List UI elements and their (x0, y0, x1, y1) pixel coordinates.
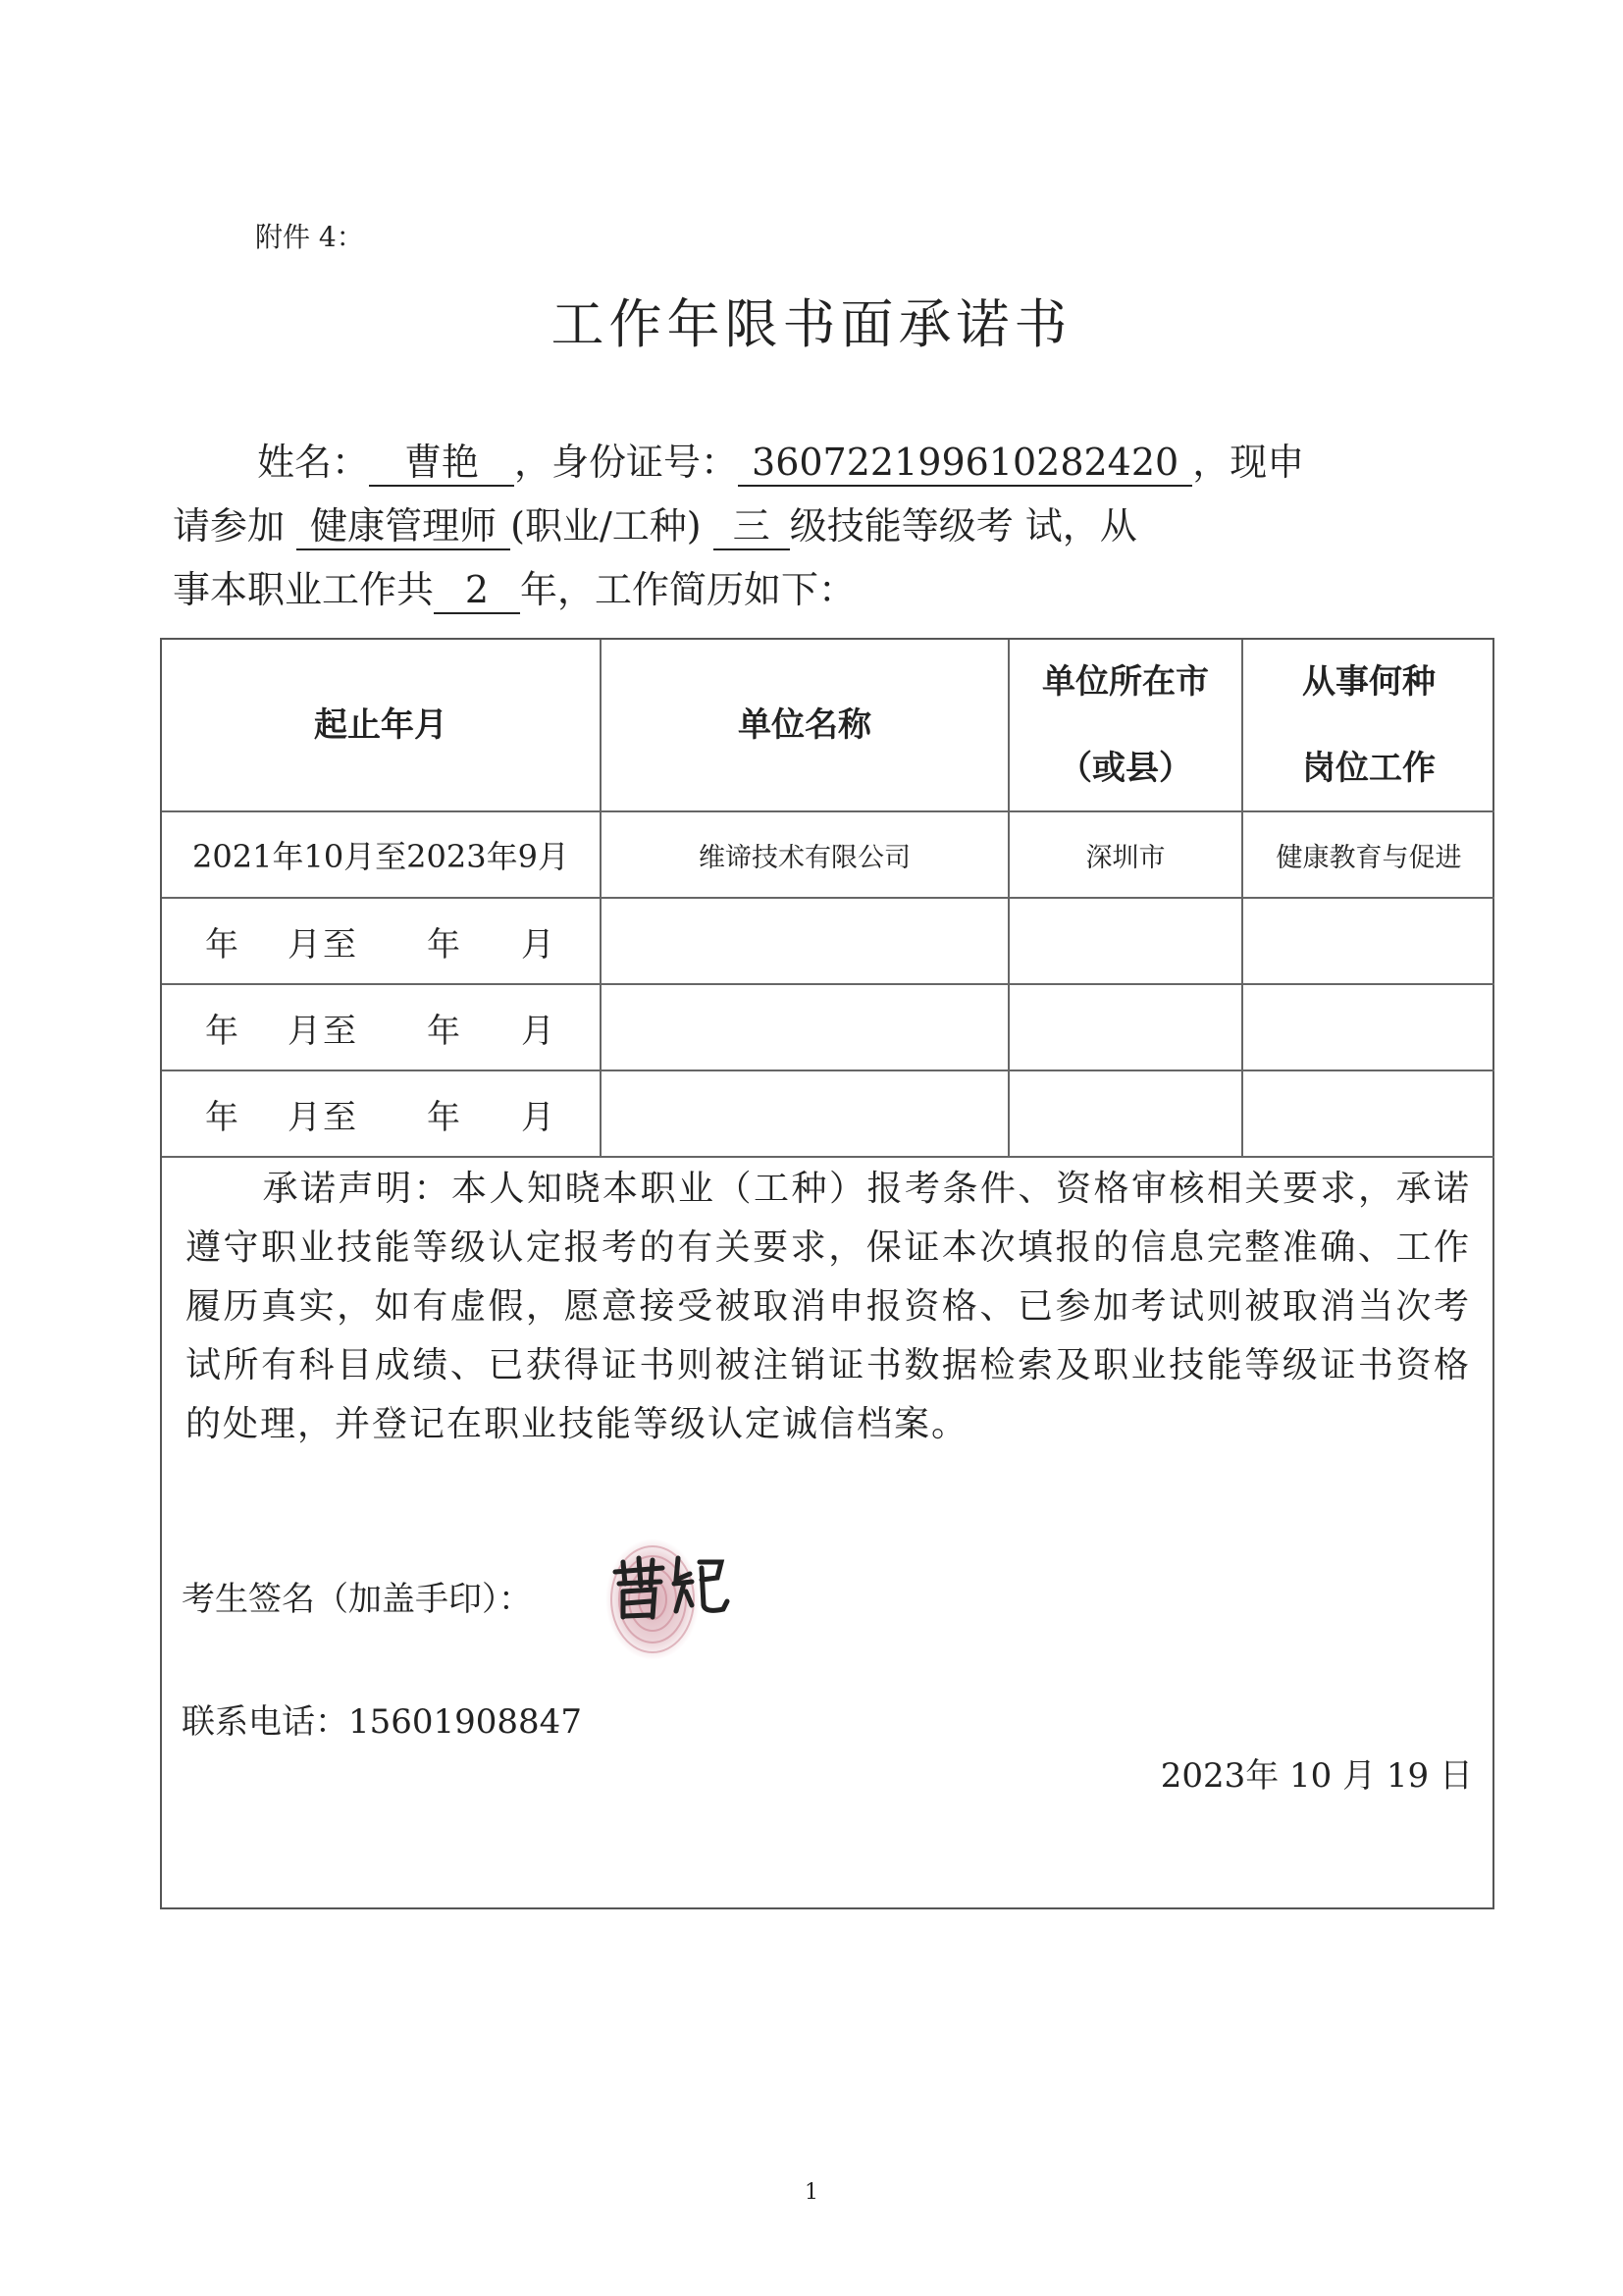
id-number-value: 360722199610282420 (738, 442, 1192, 487)
years-prefix: 事本职业工作共 (173, 568, 435, 611)
signature-label: 考生签名（加盖手印）： (182, 1580, 532, 1619)
level-value: 三 (713, 505, 790, 550)
month-text: 月 (521, 924, 556, 965)
year-text: 年 (427, 924, 462, 965)
applicant-line-2 (173, 496, 1137, 550)
attachment-label: 附件 4： (255, 221, 364, 253)
row4-period (162, 1071, 602, 1158)
row2-company (602, 899, 1010, 985)
header-post-line2: 岗位工作 (1302, 749, 1436, 788)
row3-period (162, 985, 602, 1071)
month-text: 月 (521, 1097, 556, 1137)
month-text: 月 (521, 1011, 556, 1051)
row4-city (1010, 1071, 1243, 1158)
apply-text-2: 请参加 (173, 504, 286, 548)
name-label: 姓名： (257, 441, 370, 484)
promise-statement (185, 1160, 1471, 1454)
phone-value: 15601908847 (348, 1702, 582, 1742)
row3-post (1243, 985, 1494, 1071)
header-city-line2: （或县） (1059, 749, 1192, 788)
phone-label: 联系电话： (182, 1702, 348, 1742)
sign-date: 2023年 10 月 19 日 (1160, 1756, 1473, 1796)
header-post-line1: 从事何种 (1302, 662, 1436, 702)
page-number: 1 (805, 2180, 818, 2205)
signature-thumbprint (594, 1523, 751, 1680)
row4-post (1243, 1071, 1494, 1158)
row2-period (162, 899, 602, 985)
header-post (1243, 640, 1494, 812)
row1-period: 2021年10月至2023年9月 (162, 812, 602, 899)
years-suffix: 年，工作简历如下： (520, 568, 857, 611)
month-to-text: 月至 (288, 1097, 358, 1137)
work-history-form (160, 638, 1494, 1909)
occupation-value: 健康管理师 (296, 505, 510, 550)
signature-line (182, 1572, 532, 1620)
year-text: 年 (427, 1011, 462, 1051)
row3-company (602, 985, 1010, 1071)
row4-company (602, 1071, 1010, 1158)
header-company: 单位名称 (602, 640, 1010, 812)
header-city (1010, 640, 1243, 812)
year-text: 年 (205, 924, 240, 965)
promise-text: 承诺声明：本人知晓本职业（工种）报考条件、资格审核相关要求，承诺遵守职业技能等级认定报考的有关要求，保证本次填报的信息完整准确、工作履历真实，如有虚假，愿意接受被取消申报资格、已参加考试则被取消当次考试所有科目成绩、已获得证书则被注销证书数据检索及职业技能等级证书资格的处理，并登记在职业技能等级认定诚信档案。 (185, 1169, 1471, 1444)
row1-company: 维谛技术有限公司 (602, 812, 1010, 899)
month-to-text: 月至 (288, 924, 358, 965)
row2-post (1243, 899, 1494, 985)
row1-post: 健康教育与促进 (1243, 812, 1494, 899)
row2-city (1010, 899, 1243, 985)
level-suffix: 级技能等级考 试，从 (789, 504, 1137, 548)
id-label: ，身份证号： (514, 441, 739, 484)
year-text: 年 (427, 1097, 462, 1137)
year-text: 年 (205, 1097, 240, 1137)
month-to-text: 月至 (288, 1011, 358, 1051)
year-text: 年 (205, 1011, 240, 1051)
header-period: 起止年月 (162, 640, 602, 812)
applicant-line-3 (173, 559, 856, 614)
page-title: 工作年限书面承诺书 (550, 293, 1073, 355)
phone-line (182, 1695, 582, 1743)
header-city-line1: 单位所在市 (1042, 662, 1209, 702)
apply-text-1: ，现申 (1192, 441, 1305, 484)
applicant-line-1 (257, 432, 1304, 487)
years-value: 2 (434, 569, 520, 614)
row3-city (1010, 985, 1243, 1071)
name-value: 曹艳 (369, 442, 514, 487)
occupation-suffix: (职业/工种) (510, 504, 702, 548)
row1-city: 深圳市 (1010, 812, 1243, 899)
